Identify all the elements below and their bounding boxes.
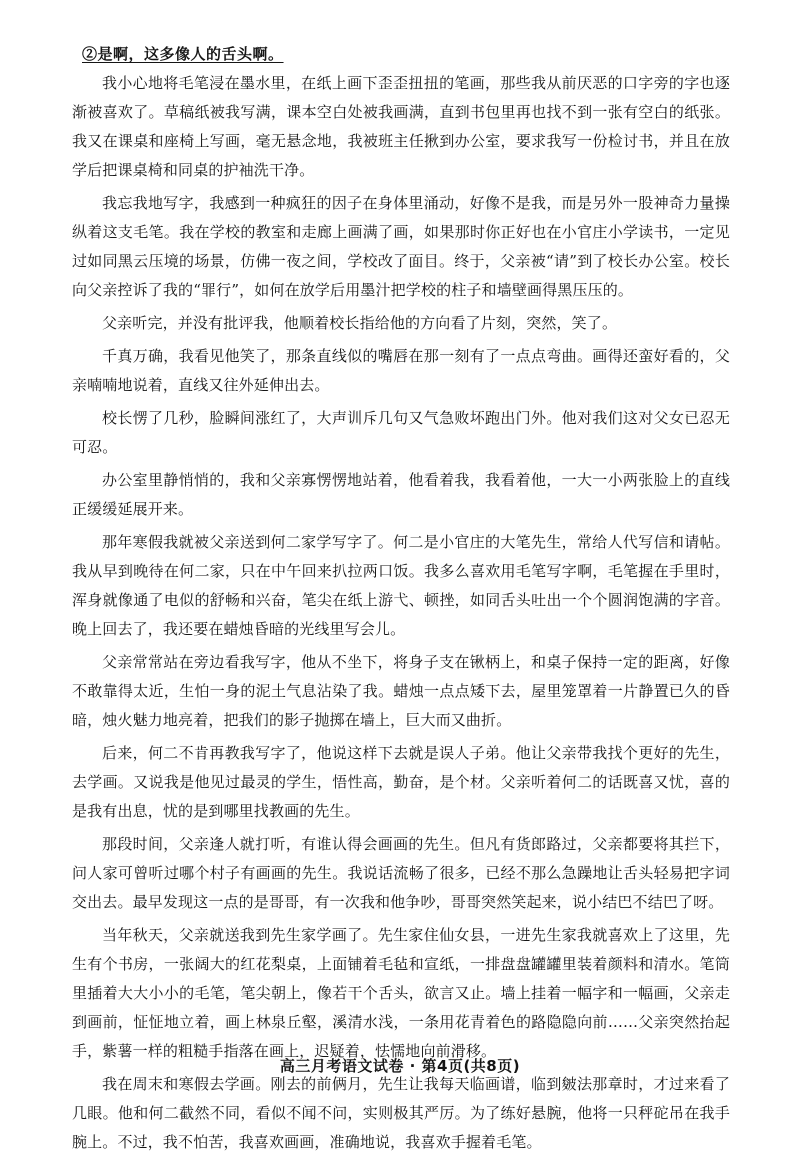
paragraph: 我小心地将毛笔浸在墨水里，在纸上画下歪歪扭扭的笔画，那些我从前厌恶的口字旁的字也逐渐被喜欢了。草稿纸被我写满，课本空白处被我画满，直到书包里再也找不到一张有空白的纸张。我又在课桌和座椅上写画，毫无悬念地，我被班主任揪到办公室，要求我写一份检讨书，并且在放学后把课桌椅和同桌的护袖洗干净。 xyxy=(72,74,730,179)
paragraph: 那年寒假我就被父亲送到何二家学写字了。何二是小官庄的大笔先生，常给人代写信和请帖。我从早到晚待在何二家，只在中午回来扒拉两口饭。我多么喜欢用毛笔写字啊，毛笔握在手里时，浑身就像通了电似的舒畅和兴奋，笔尖在纸上游弋、顿挫，如同舌头吐出一个个圆润饱满的字音。晚上回去了，我还要在蜡烛昏暗的光线里写会儿。 xyxy=(72,533,730,638)
paragraph: 父亲听完，并没有批评我，他顺着校长指给他的方向看了片刻，突然，笑了。 xyxy=(102,314,618,332)
paragraph: 当年秋天，父亲就送我到先生家学画了。先生家住仙女县，一进先生家我就喜欢上了这里，先生有个书房，一张阔大的红花梨桌，上面铺着毛毡和宣纸，一排盘盘罐罐里装着颜料和清水。笔筒里插着大大小小的毛笔，笔尖朝上，像若干个舌头，欲言又止。墙上挂着一幅字和一幅画，父亲走到画前，怔怔地立着，画上林泉丘壑，溪清水浅，一条用花青着色的路隐隐向前……父亲突然抬起手，紫薯一样的粗糙手指落在画上，迟疑着，怯懦地向前滑移。 xyxy=(72,926,730,1060)
paragraph: 千真万确，我看见他笑了，那条直线似的嘴唇在那一刻有了一点点弯曲。画得还蛮好看的，父亲喃喃地说着，直线又往外延伸出去。 xyxy=(72,347,730,394)
paragraph: 那段时间，父亲逢人就打听，有谁认得会画画的先生。但凡有货郎路过，父亲都要将其拦下，问人家可曾听过哪个村子有画画的先生。我说话流畅了很多，已经不那么急躁地让舌头轻易把字词交出去。最早发现这一点的是哥哥，有一次我和他争吵，哥哥突然笑起来，说小结巴不结巴了呀。 xyxy=(72,835,730,911)
section-marker: ② xyxy=(82,45,98,63)
paragraph: 校长愣了几秒，脸瞬间涨红了，大声训斥几句又气急败坏跑出门外。他对我们这对父女已忍无可忍。 xyxy=(72,409,730,456)
page-footer: 高三月考语文试卷 · 第4页(共8页) xyxy=(279,1057,521,1075)
paragraph: 办公室里静悄悄的，我和父亲寡愣愣地站着，他看着我，我看着他，一大一小两张脸上的直线正缓缓延展开来。 xyxy=(72,471,730,518)
document-body xyxy=(72,40,730,1161)
paragraph: 我忘我地写字，我感到一种疯狂的因子在身体里涌动，好像不是我，而是另外一股神奇力量操纵着这支毛笔。我在学校的教室和走廊上画满了画，如果那时你正好也在小官庄小学读书，一定见过如同黑云压境的场景，仿佛一夜之间，学校改了面目。终于，父亲被“请”到了校长办公室。校长向父亲控诉了我的“罪行”，如何在放学后用墨汁把学校的柱子和墙壁画得黑压压的。 xyxy=(72,194,730,299)
paragraph: 父亲常常站在旁边看我写字，他从不坐下，将身子支在锹柄上，和桌子保持一定的距离，好像不敢靠得太近，生怕一身的泥土气息沾染了我。蜡烛一点点矮下去，屋里笼罩着一片静置已久的昏暗，烛火魅力地亮着，把我们的影子抛掷在墙上，巨大而又曲折。 xyxy=(72,653,730,729)
paragraph: 我在周末和寒假去学画。刚去的前俩月，先生让我每天临画谱，临到皴法那章时，才过来看了几眼。他和何二截然不同，看似不闻不问，实则极其严厉。为了练好悬腕，他将一只秤砣吊在我手腕上。不过，我不怕苦，我喜欢画画，准确地说，我喜欢手握着毛笔。 xyxy=(72,1075,730,1151)
section-heading xyxy=(82,40,730,69)
paragraph: 后来，何二不肯再教我写字了，他说这样下去就是误人子弟。他让父亲带我找个更好的先生，去学画。又说我是他见过最灵的学生，悟性高，勤奋，是个材。父亲听着何二的话既喜又忧，喜的是我有出息，忧的是到哪里找教画的先生。 xyxy=(72,744,730,820)
section-title-text: 是啊，这多像人的舌头啊。 xyxy=(97,45,284,63)
